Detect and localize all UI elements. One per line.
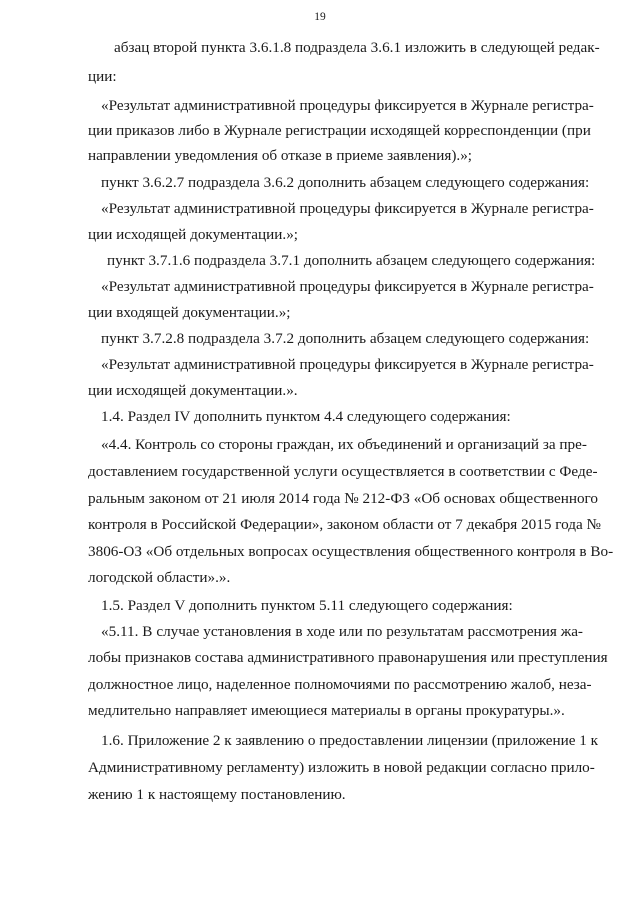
- text-line: направлении уведомления об отказе в приеме заявления).»;: [88, 147, 473, 164]
- text-line: ции исходящей документации.»;: [88, 226, 299, 243]
- text-line: «Результат административной процедуры фиксируется в Журнале регистра-: [101, 97, 594, 114]
- text-line: ции:: [88, 68, 117, 85]
- text-line: 1.6. Приложение 2 к заявлению о предоставлении лицензии (приложение 1 к: [101, 732, 599, 749]
- text-line: ральным законом от 21 июля 2014 года № 212-ФЗ «Об основах общественного: [88, 490, 598, 507]
- text-line: «Результат административной процедуры фиксируется в Журнале регистра-: [101, 356, 594, 373]
- text-line: ции входящей документации.»;: [88, 304, 291, 321]
- text-line: 3806-ОЗ «Об отдельных вопросах осуществления общественного контроля в Во-: [88, 543, 614, 560]
- text-line: жению 1 к настоящему постановлению.: [88, 786, 346, 803]
- text-line: «4.4. Контроль со стороны граждан, их объединений и организаций за пре-: [101, 436, 587, 453]
- text-line: пункт 3.6.2.7 подраздела 3.6.2 дополнить абзацем следующего содержания:: [101, 174, 590, 191]
- text-line: контроля в Российской Федерации», законом области от 7 декабря 2015 года №: [88, 516, 601, 533]
- text-line: абзац второй пункта 3.6.1.8 подраздела 3.6.1 изложить в следующей редак-: [114, 39, 600, 56]
- text-line: доставлением государственной услуги осуществляется в соответствии с Феде-: [88, 463, 598, 480]
- text-line: должностное лицо, наделенное полномочиями по рассмотрению жалоб, неза-: [88, 676, 592, 693]
- text-line: «5.11. В случае установления в ходе или по результатам рассмотрения жа-: [101, 623, 583, 640]
- text-line: логодской области».».: [88, 569, 231, 586]
- page-number: 19: [314, 11, 326, 23]
- text-line: «Результат административной процедуры фиксируется в Журнале регистра-: [101, 200, 594, 217]
- text-line: пункт 3.7.2.8 подраздела 3.7.2 дополнить абзацем следующего содержания:: [101, 330, 590, 347]
- text-line: пункт 3.7.1.6 подраздела 3.7.1 дополнить абзацем следующего содержания:: [107, 252, 596, 269]
- text-line: Административному регламенту) изложить в новой редакции согласно прило-: [88, 759, 595, 776]
- text-line: ции приказов либо в Журнале регистрации исходящей корреспонденции (при: [88, 122, 591, 139]
- text-line: медлительно направляет имеющиеся материалы в органы прокуратуры.».: [88, 702, 565, 719]
- text-line: ции исходящей документации.».: [88, 382, 298, 399]
- text-line: лобы признаков состава административного правонарушения или преступления: [88, 649, 608, 666]
- text-line: «Результат административной процедуры фиксируется в Журнале регистра-: [101, 278, 594, 295]
- text-line: 1.4. Раздел IV дополнить пунктом 4.4 следующего содержания:: [101, 408, 511, 425]
- text-line: 1.5. Раздел V дополнить пунктом 5.11 следующего содержания:: [101, 597, 513, 614]
